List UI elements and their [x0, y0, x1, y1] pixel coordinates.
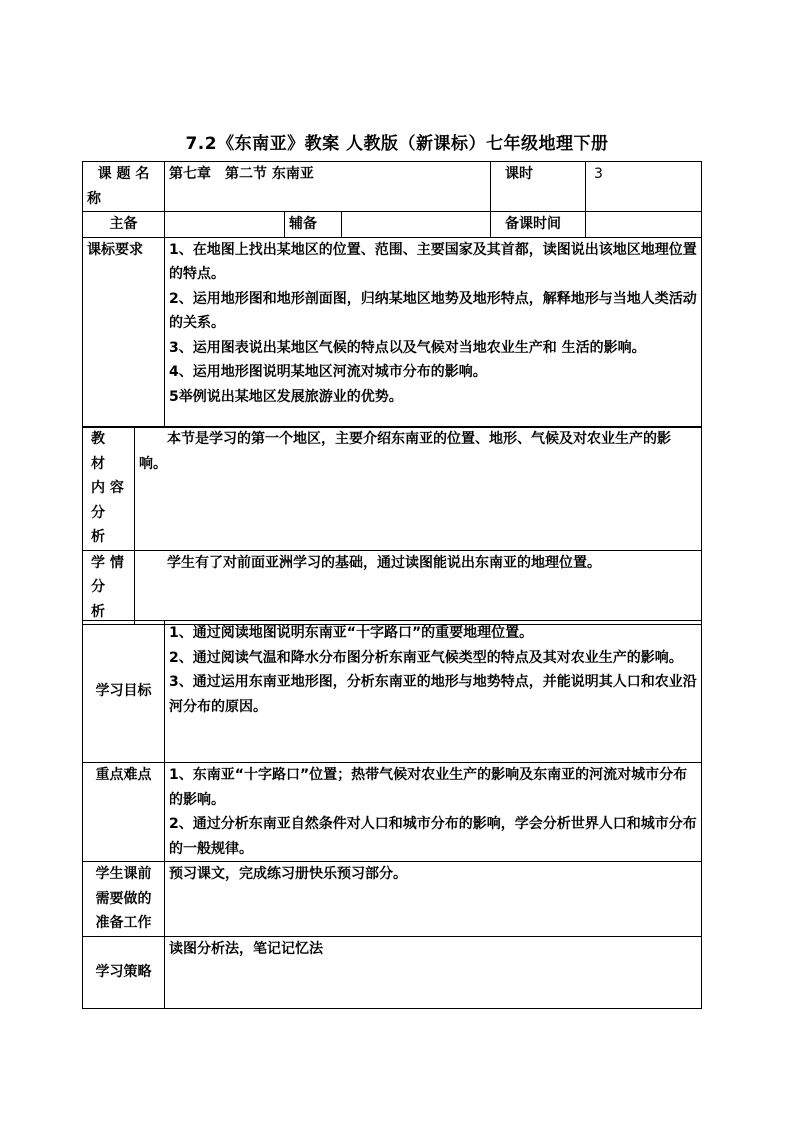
topic-label: 课 题 名 称 [83, 162, 165, 212]
keypoint-item: 2、通过分析东南亚自然条件对人口和城市分布的影响，学会分析世界人口和城市分布的一般规律。 [169, 816, 697, 857]
main-author-value [165, 212, 285, 238]
prep-time-value [586, 212, 702, 238]
topic-value: 第七章 第二节 东南亚 [165, 162, 491, 212]
goals-label: 学习目标 [83, 621, 165, 763]
lesson-plan-table [82, 161, 702, 428]
row-topic [83, 162, 702, 212]
row-prep [83, 862, 702, 937]
prep-text: 预习课文，完成练习册快乐预习部分。 [165, 862, 702, 937]
strategy-label: 学习策略 [83, 936, 165, 1008]
curriculum-item: 1、在地图上找出某地区的位置、范围、主要国家及其首都，读图说出该地区地理位置的特点。 [169, 241, 697, 282]
row-authors [83, 212, 702, 238]
row-goals [83, 621, 702, 763]
students-label: 学 情 分 析 [83, 550, 135, 625]
assist-author-value [342, 212, 491, 238]
curriculum-content [165, 237, 702, 427]
lesson-plan-table-lower [82, 426, 702, 625]
keypoints-content [165, 763, 702, 862]
row-curriculum [83, 237, 702, 427]
prep-time-label: 备课时间 [491, 212, 586, 238]
students-text: 学生有了对前面亚洲学习的基础，通过读图能说出东南亚的地理位置。 [135, 550, 702, 625]
curriculum-label: 课标要求 [83, 237, 165, 427]
goal-item: 1、通过阅读地图说明东南亚“十字路口”的重要地理位置。 [169, 625, 534, 641]
material-label: 教 材 内 容 分 析 [83, 427, 135, 551]
assist-author-label: 辅备 [285, 212, 342, 238]
keypoints-label: 重点难点 [83, 763, 165, 862]
goals-content [165, 621, 702, 763]
goal-item: 3、通过运用东南亚地形图，分析东南亚的地形与地势特点，并能说明其人口和农业沿河分布的原因。 [169, 674, 697, 715]
prep-label: 学生课前 需要做的 准备工作 [83, 862, 165, 937]
main-author-label: 主备 [83, 212, 165, 238]
material-text: 本节是学习的第一个地区，主要介绍东南亚的位置、地形、气候及对农业生产的影响。 [135, 427, 702, 551]
curriculum-item: 2、运用地形图和地形剖面图，归纳某地区地势及地形特点，解释地形与当地人类活动的关系。 [169, 290, 697, 331]
row-keypoints [83, 763, 702, 862]
curriculum-item: 5举例说出某地区发展旅游业的优势。 [169, 388, 403, 405]
lesson-plan-table-bottom [82, 620, 702, 1009]
hours-value: 3 [586, 162, 702, 212]
row-students [83, 550, 702, 625]
goal-item: 2、通过阅读气温和降水分布图分析东南亚气候类型的特点及其对农业生产的影响。 [169, 649, 683, 666]
strategy-text: 读图分析法，笔记记忆法 [165, 936, 702, 1008]
curriculum-item: 4、运用地形图说明某地区河流对城市分布的影响。 [169, 364, 487, 380]
document-title: 7.2《东南亚》教案 人教版（新课标）七年级地理下册 [185, 134, 609, 154]
hours-label: 课时 [491, 162, 586, 212]
row-strategy [83, 936, 702, 1008]
curriculum-item: 3、运用图表说出某地区气候的特点以及气候对当地农业生产和 生活的影响。 [169, 339, 646, 356]
row-material [83, 427, 702, 551]
keypoint-item: 1、东南亚“十字路口”位置；热带气候对农业生产的影响及东南亚的河流对城市分布的影响。 [169, 767, 688, 808]
